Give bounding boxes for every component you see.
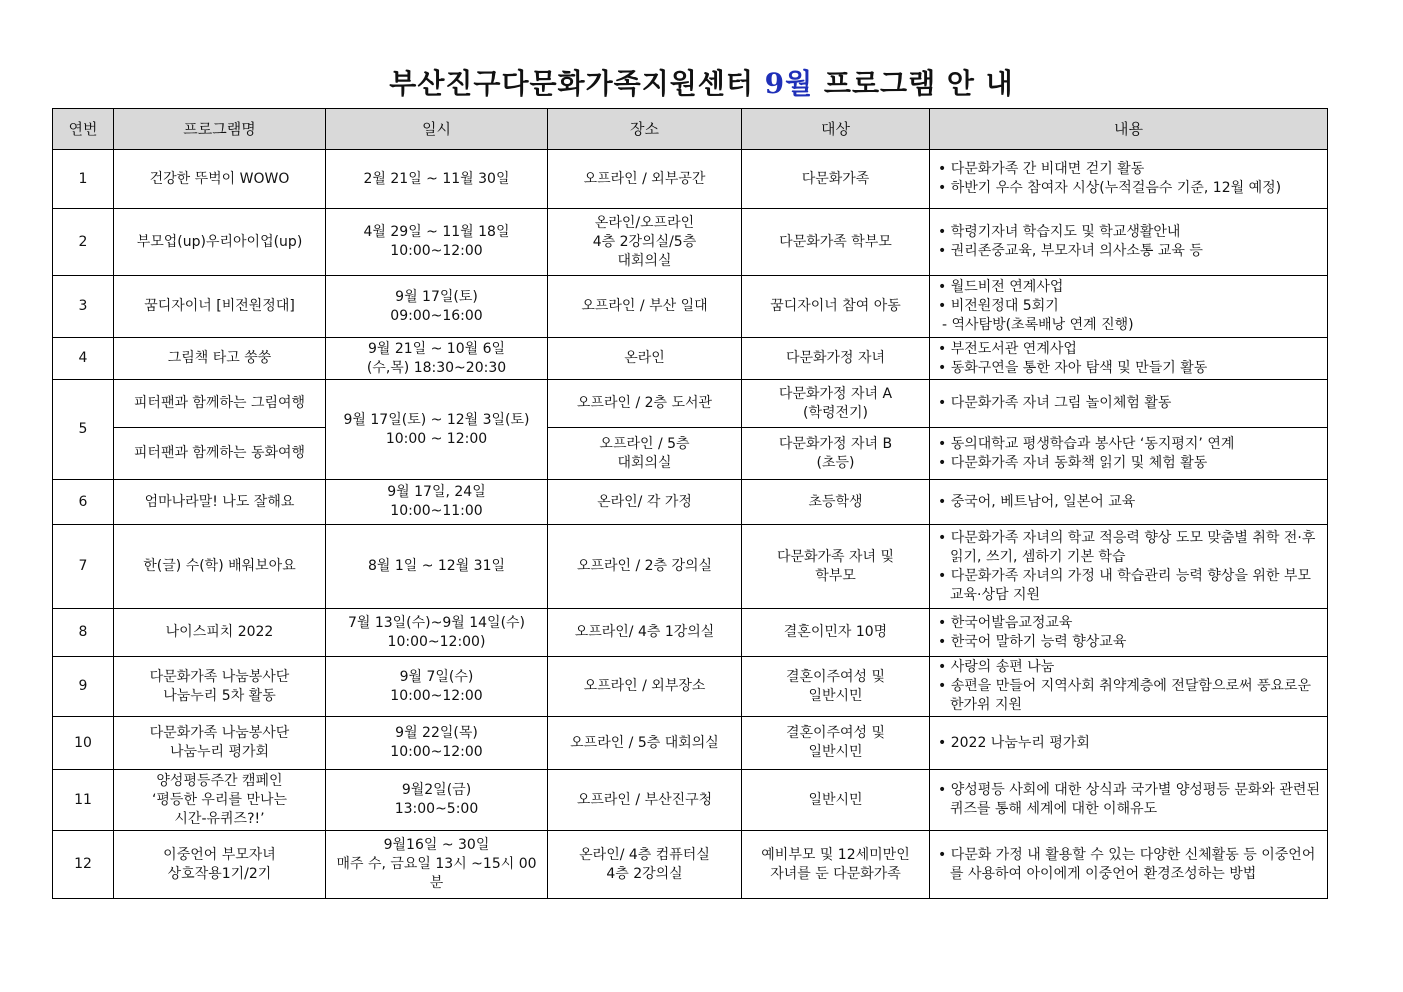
- cell-content: [930, 480, 1328, 525]
- cell-target: [742, 150, 930, 209]
- cell-date: [326, 609, 548, 657]
- cell-date-line: 9월16일 ~ 30일: [383, 837, 490, 853]
- cell-date-line: 9월 17일(토) ~ 12월 3일(토): [343, 411, 530, 428]
- cell-target-line: (학령전기): [802, 404, 869, 421]
- content-bullet: • 권리존중교육, 부모자녀 의사소통 교육 등: [938, 242, 1323, 261]
- cell-date-line: 7월 13일(수)~9월 14일(수): [347, 614, 526, 631]
- cell-place: [548, 338, 742, 380]
- cell-place-line: 오프라인/ 4층 1강의실: [574, 624, 715, 640]
- cell-name-line: 건강한 뚜벅이 WOWO: [149, 170, 290, 187]
- cell-target-line: 다문화가정 자녀: [785, 350, 886, 366]
- cell-place: [548, 657, 742, 717]
- header-place: 장소: [548, 109, 742, 150]
- content-bullet: • 송편을 만들어 지역사회 취약계층에 전달함으로써 풍요로운 한가위 지원: [938, 677, 1323, 715]
- cell-date-line: 10:00~12:00): [387, 633, 486, 650]
- cell-target: [742, 770, 930, 831]
- cell-target-line: 결혼이주여성 및: [785, 725, 886, 741]
- cell-date-line: 9월 7일(수): [399, 668, 474, 685]
- cell-name: [114, 831, 326, 899]
- table-row: [53, 150, 1328, 209]
- cell-target: [742, 480, 930, 525]
- cell-date-line: 매주 수, 금요일 13시 ~15시 00분: [336, 856, 537, 891]
- content-bullet: • 비전원정대 5회기: [938, 297, 1323, 316]
- cell-place: [548, 480, 742, 525]
- content-bullet: • 동화구연을 통한 자아 탐색 및 만들기 활동: [938, 359, 1323, 378]
- cell-content: [930, 209, 1328, 276]
- cell-no: 12: [53, 831, 114, 899]
- cell-date-line: 10:00~12:00: [390, 243, 483, 259]
- cell-place: [548, 717, 742, 770]
- cell-date-line: 10:00~11:00: [390, 503, 483, 519]
- cell-name-line: 상호작용1기/2기: [167, 865, 272, 882]
- cell-target-line: 결혼이주여성 및: [785, 668, 886, 685]
- cell-place-line: 오프라인 / 2층 강의실: [576, 558, 713, 574]
- header-row: [53, 109, 1328, 150]
- cell-target-line: 다문화가족 자녀 및: [776, 548, 895, 565]
- cell-place-line: 오프라인 / 5층 대회의실: [570, 734, 719, 751]
- cell-name: [114, 770, 326, 831]
- program-table: [52, 108, 1328, 899]
- cell-target-line: (초등): [816, 454, 855, 471]
- header-name: 프로그램명: [114, 109, 326, 150]
- header-no: 연번: [53, 109, 114, 150]
- cell-no: 7: [53, 525, 114, 609]
- cell-name-line: 그림책 타고 쑹쑹: [167, 350, 272, 366]
- cell-content: [930, 276, 1328, 338]
- cell-target-line: 일반시민: [808, 687, 863, 704]
- cell-date: [326, 657, 548, 717]
- cell-no: 9: [53, 657, 114, 717]
- table-row: [53, 770, 1328, 831]
- cell-place: [548, 770, 742, 831]
- cell-no: 10: [53, 717, 114, 770]
- cell-target: [742, 609, 930, 657]
- cell-date: [326, 525, 548, 609]
- cell-no: 2: [53, 209, 114, 276]
- cell-content: [930, 770, 1328, 831]
- cell-date-line: 9월 21일 ~ 10월 6일: [367, 340, 506, 357]
- cell-name-line: 피터팬과 함께하는 그림여행: [133, 395, 306, 411]
- content-bullet: • 다문화가족 자녀 그림 놀이체험 활동: [938, 394, 1323, 413]
- cell-target: [742, 831, 930, 899]
- cell-target: [742, 657, 930, 717]
- content-bullet: • 양성평등 사회에 대한 상식과 국가별 양성평등 문화와 관련된 퀴즈를 통해 세계에 대한 이해유도: [938, 781, 1323, 819]
- cell-name-line: 한(글) 수(학) 배워보아요: [143, 558, 296, 574]
- cell-place-line: 오프라인 / 부산진구청: [576, 791, 713, 808]
- title-post: 프로그램 안 내: [813, 67, 1014, 100]
- cell-name-line: 다문화가족 나눔봉사단: [149, 668, 290, 685]
- cell-date-line: 4월 29일 ~ 11월 18일: [363, 224, 510, 240]
- cell-target-line: 자녀를 둔 다문화가족: [770, 865, 901, 882]
- cell-date-line: 9월2일(금): [401, 782, 472, 798]
- cell-content: [930, 717, 1328, 770]
- cell-no: 4: [53, 338, 114, 380]
- cell-name-line: 나눔누리 5차 활동: [163, 687, 276, 704]
- table-row: [53, 831, 1328, 899]
- table-row: [53, 209, 1328, 276]
- cell-target-line: 다문화가정 자녀 A: [778, 385, 893, 402]
- cell-place-line: 온라인/ 4층 컴퓨터실: [579, 846, 710, 863]
- content-bullet: • 다문화 가정 내 활용할 수 있는 다양한 신체활동 등 이중언어를 사용하여 아이에게 이중언어 환경조성하는 방법: [938, 846, 1323, 884]
- cell-place-line: 오프라인 / 부산 일대: [581, 298, 708, 314]
- cell-name: [114, 276, 326, 338]
- cell-target-line: 일반시민: [808, 744, 863, 760]
- cell-target: [742, 338, 930, 380]
- content-bullet: • 한국어 말하기 능력 향상교육: [938, 633, 1323, 652]
- cell-date-line: 9월 17일, 24일: [387, 484, 486, 500]
- cell-date-line: 2월 21일 ~ 11월 30일: [363, 170, 510, 187]
- cell-place: [548, 428, 742, 480]
- cell-date: [326, 209, 548, 276]
- cell-date: [326, 338, 548, 380]
- content-bullet: • 다문화가족 자녀 동화책 읽기 및 체험 활동: [938, 454, 1323, 473]
- cell-place: [548, 609, 742, 657]
- cell-date-line: 13:00~5:00: [394, 801, 479, 817]
- cell-target: [742, 428, 930, 480]
- cell-target: [742, 276, 930, 338]
- cell-no: 1: [53, 150, 114, 209]
- cell-place: [548, 831, 742, 899]
- content-bullet: • 다문화가족 간 비대면 걷기 활동: [938, 160, 1323, 179]
- cell-place-line: 온라인/ 각 가정: [597, 493, 692, 510]
- cell-place: [548, 525, 742, 609]
- cell-content: [930, 657, 1328, 717]
- cell-date: [326, 380, 548, 480]
- cell-no: 6: [53, 480, 114, 525]
- cell-date: [326, 831, 548, 899]
- table-row: [53, 717, 1328, 770]
- cell-target: [742, 380, 930, 428]
- cell-name-line: 나눔누리 평가회: [169, 744, 270, 760]
- cell-date: [326, 770, 548, 831]
- cell-place-line: 대회의실: [617, 252, 672, 269]
- page-title: [0, 62, 1403, 102]
- cell-name: [114, 209, 326, 276]
- cell-content: [930, 380, 1328, 428]
- table-row: [53, 609, 1328, 657]
- cell-target-line: 예비부모 및 12세미만인: [761, 846, 910, 863]
- cell-date: [326, 276, 548, 338]
- content-bullet: • 동의대학교 평생학습과 봉사단 ‘동지평지’ 연계: [938, 435, 1323, 454]
- cell-target-line: 꿈디자이너 참여 아동: [770, 298, 901, 314]
- cell-name-line: 꿈디자이너 [비전원정대]: [144, 298, 295, 314]
- table-row: [53, 657, 1328, 717]
- cell-date-line: 9월 17일(토): [395, 288, 478, 305]
- cell-target-line: 다문화가정 자녀 B: [778, 435, 893, 452]
- cell-name-line: 시간-유퀴즈?!’: [174, 810, 265, 827]
- cell-place-line: 오프라인 / 2층 도서관: [576, 395, 713, 411]
- content-bullet: • 다문화가족 자녀의 학교 적응력 향상 도모 맞춤별 취학 전·후 읽기, 쓰기, 셈하기 기본 학습: [938, 529, 1323, 567]
- cell-place: [548, 380, 742, 428]
- cell-date: [326, 150, 548, 209]
- cell-date: [326, 480, 548, 525]
- cell-content: [930, 428, 1328, 480]
- cell-name-line: 나이스피치 2022: [165, 624, 274, 640]
- cell-no: 8: [53, 609, 114, 657]
- content-subline: - 역사탐방(초록배낭 연계 진행): [942, 317, 1134, 333]
- cell-name-line: 다문화가족 나눔봉사단: [149, 725, 290, 741]
- cell-place-line: 온라인/오프라인: [594, 214, 695, 231]
- cell-name: [114, 525, 326, 609]
- cell-target-line: 학부모: [815, 567, 856, 584]
- cell-name: [114, 657, 326, 717]
- cell-content: [930, 831, 1328, 899]
- title-pre: 부산진구다문화가족지원센터: [389, 67, 765, 100]
- cell-name: [114, 150, 326, 209]
- cell-name-line: 피터팬과 함께하는 동화여행: [133, 445, 306, 461]
- table-row: [53, 380, 1328, 428]
- title-month: 9월: [764, 67, 814, 100]
- cell-name-line: ‘평등한 우리를 만나는: [151, 791, 288, 808]
- table-row: [53, 338, 1328, 380]
- header-content: 내용: [930, 109, 1328, 150]
- cell-no: 3: [53, 276, 114, 338]
- cell-content: [930, 609, 1328, 657]
- cell-name: [114, 428, 326, 480]
- cell-name: [114, 338, 326, 380]
- cell-place-line: 4층 2강의실: [606, 865, 683, 882]
- cell-content: [930, 338, 1328, 380]
- cell-date-line: 10:00 ~ 12:00: [385, 430, 488, 447]
- cell-place-line: 4층 2강의실/5층: [592, 233, 697, 250]
- table-row: [53, 480, 1328, 525]
- cell-content: [930, 150, 1328, 209]
- cell-target-line: 일반시민: [808, 791, 863, 808]
- cell-name: [114, 380, 326, 428]
- cell-place-line: 오프라인 / 5층: [599, 435, 690, 452]
- cell-target-line: 결혼이민자 10명: [783, 624, 888, 640]
- cell-name: [114, 717, 326, 770]
- cell-date-line: (수,목) 18:30~20:30: [366, 359, 507, 376]
- content-bullet: • 월드비전 연계사업: [938, 278, 1323, 297]
- cell-date-line: 09:00~16:00: [390, 307, 483, 324]
- table-row: [53, 525, 1328, 609]
- content-bullet: • 부전도서관 연계사업: [938, 340, 1323, 359]
- cell-target: [742, 209, 930, 276]
- cell-place: [548, 209, 742, 276]
- cell-name: [114, 480, 326, 525]
- cell-place-line: 대회의실: [617, 454, 672, 471]
- cell-name: [114, 609, 326, 657]
- content-bullet: • 다문화가족 자녀의 가정 내 학습관리 능력 향상을 위한 부모교육·상담 지원: [938, 567, 1323, 605]
- cell-target-line: 초등학생: [808, 493, 863, 510]
- content-bullet: • 2022 나눔누리 평가회: [938, 734, 1323, 753]
- cell-name-line: 엄마나라말! 나도 잘해요: [144, 493, 295, 510]
- cell-target-line: 다문화가족: [801, 170, 870, 187]
- table-row: [53, 276, 1328, 338]
- cell-no: 5: [53, 380, 114, 480]
- cell-date-line: 9월 22일(목): [395, 725, 478, 741]
- cell-place: [548, 150, 742, 209]
- cell-date-line: 8월 1일 ~ 12월 31일: [367, 558, 506, 574]
- cell-place-line: 오프라인 / 외부공간: [583, 170, 706, 187]
- cell-content: [930, 525, 1328, 609]
- cell-target-line: 다문화가족 학부모: [779, 233, 892, 250]
- cell-target: [742, 525, 930, 609]
- content-bullet: • 학령기자녀 학습지도 및 학교생활안내: [938, 223, 1323, 242]
- cell-target: [742, 717, 930, 770]
- cell-name-line: 부모업(up)우리아이업(up): [136, 233, 303, 250]
- cell-no: 11: [53, 770, 114, 831]
- content-bullet: • 중국어, 베트남어, 일본어 교육: [938, 493, 1323, 512]
- cell-place-line: 오프라인 / 외부장소: [583, 678, 706, 694]
- content-bullet: • 한국어발음교정교육: [938, 614, 1323, 633]
- cell-date-line: 10:00~12:00: [390, 687, 483, 704]
- content-bullet: • 사랑의 송편 나눔: [938, 658, 1323, 677]
- cell-name-line: 이중언어 부모자녀: [163, 846, 276, 863]
- cell-name-line: 양성평등주간 캠페인: [156, 772, 283, 789]
- cell-date: [326, 717, 548, 770]
- content-bullet: • 하반기 우수 참여자 시상(누적걸음수 기준, 12월 예정): [938, 179, 1323, 198]
- cell-place-line: 온라인: [624, 350, 665, 366]
- cell-date-line: 10:00~12:00: [390, 744, 483, 760]
- header-target: 대상: [742, 109, 930, 150]
- header-date: 일시: [326, 109, 548, 150]
- cell-place: [548, 276, 742, 338]
- table-row: [53, 428, 1328, 480]
